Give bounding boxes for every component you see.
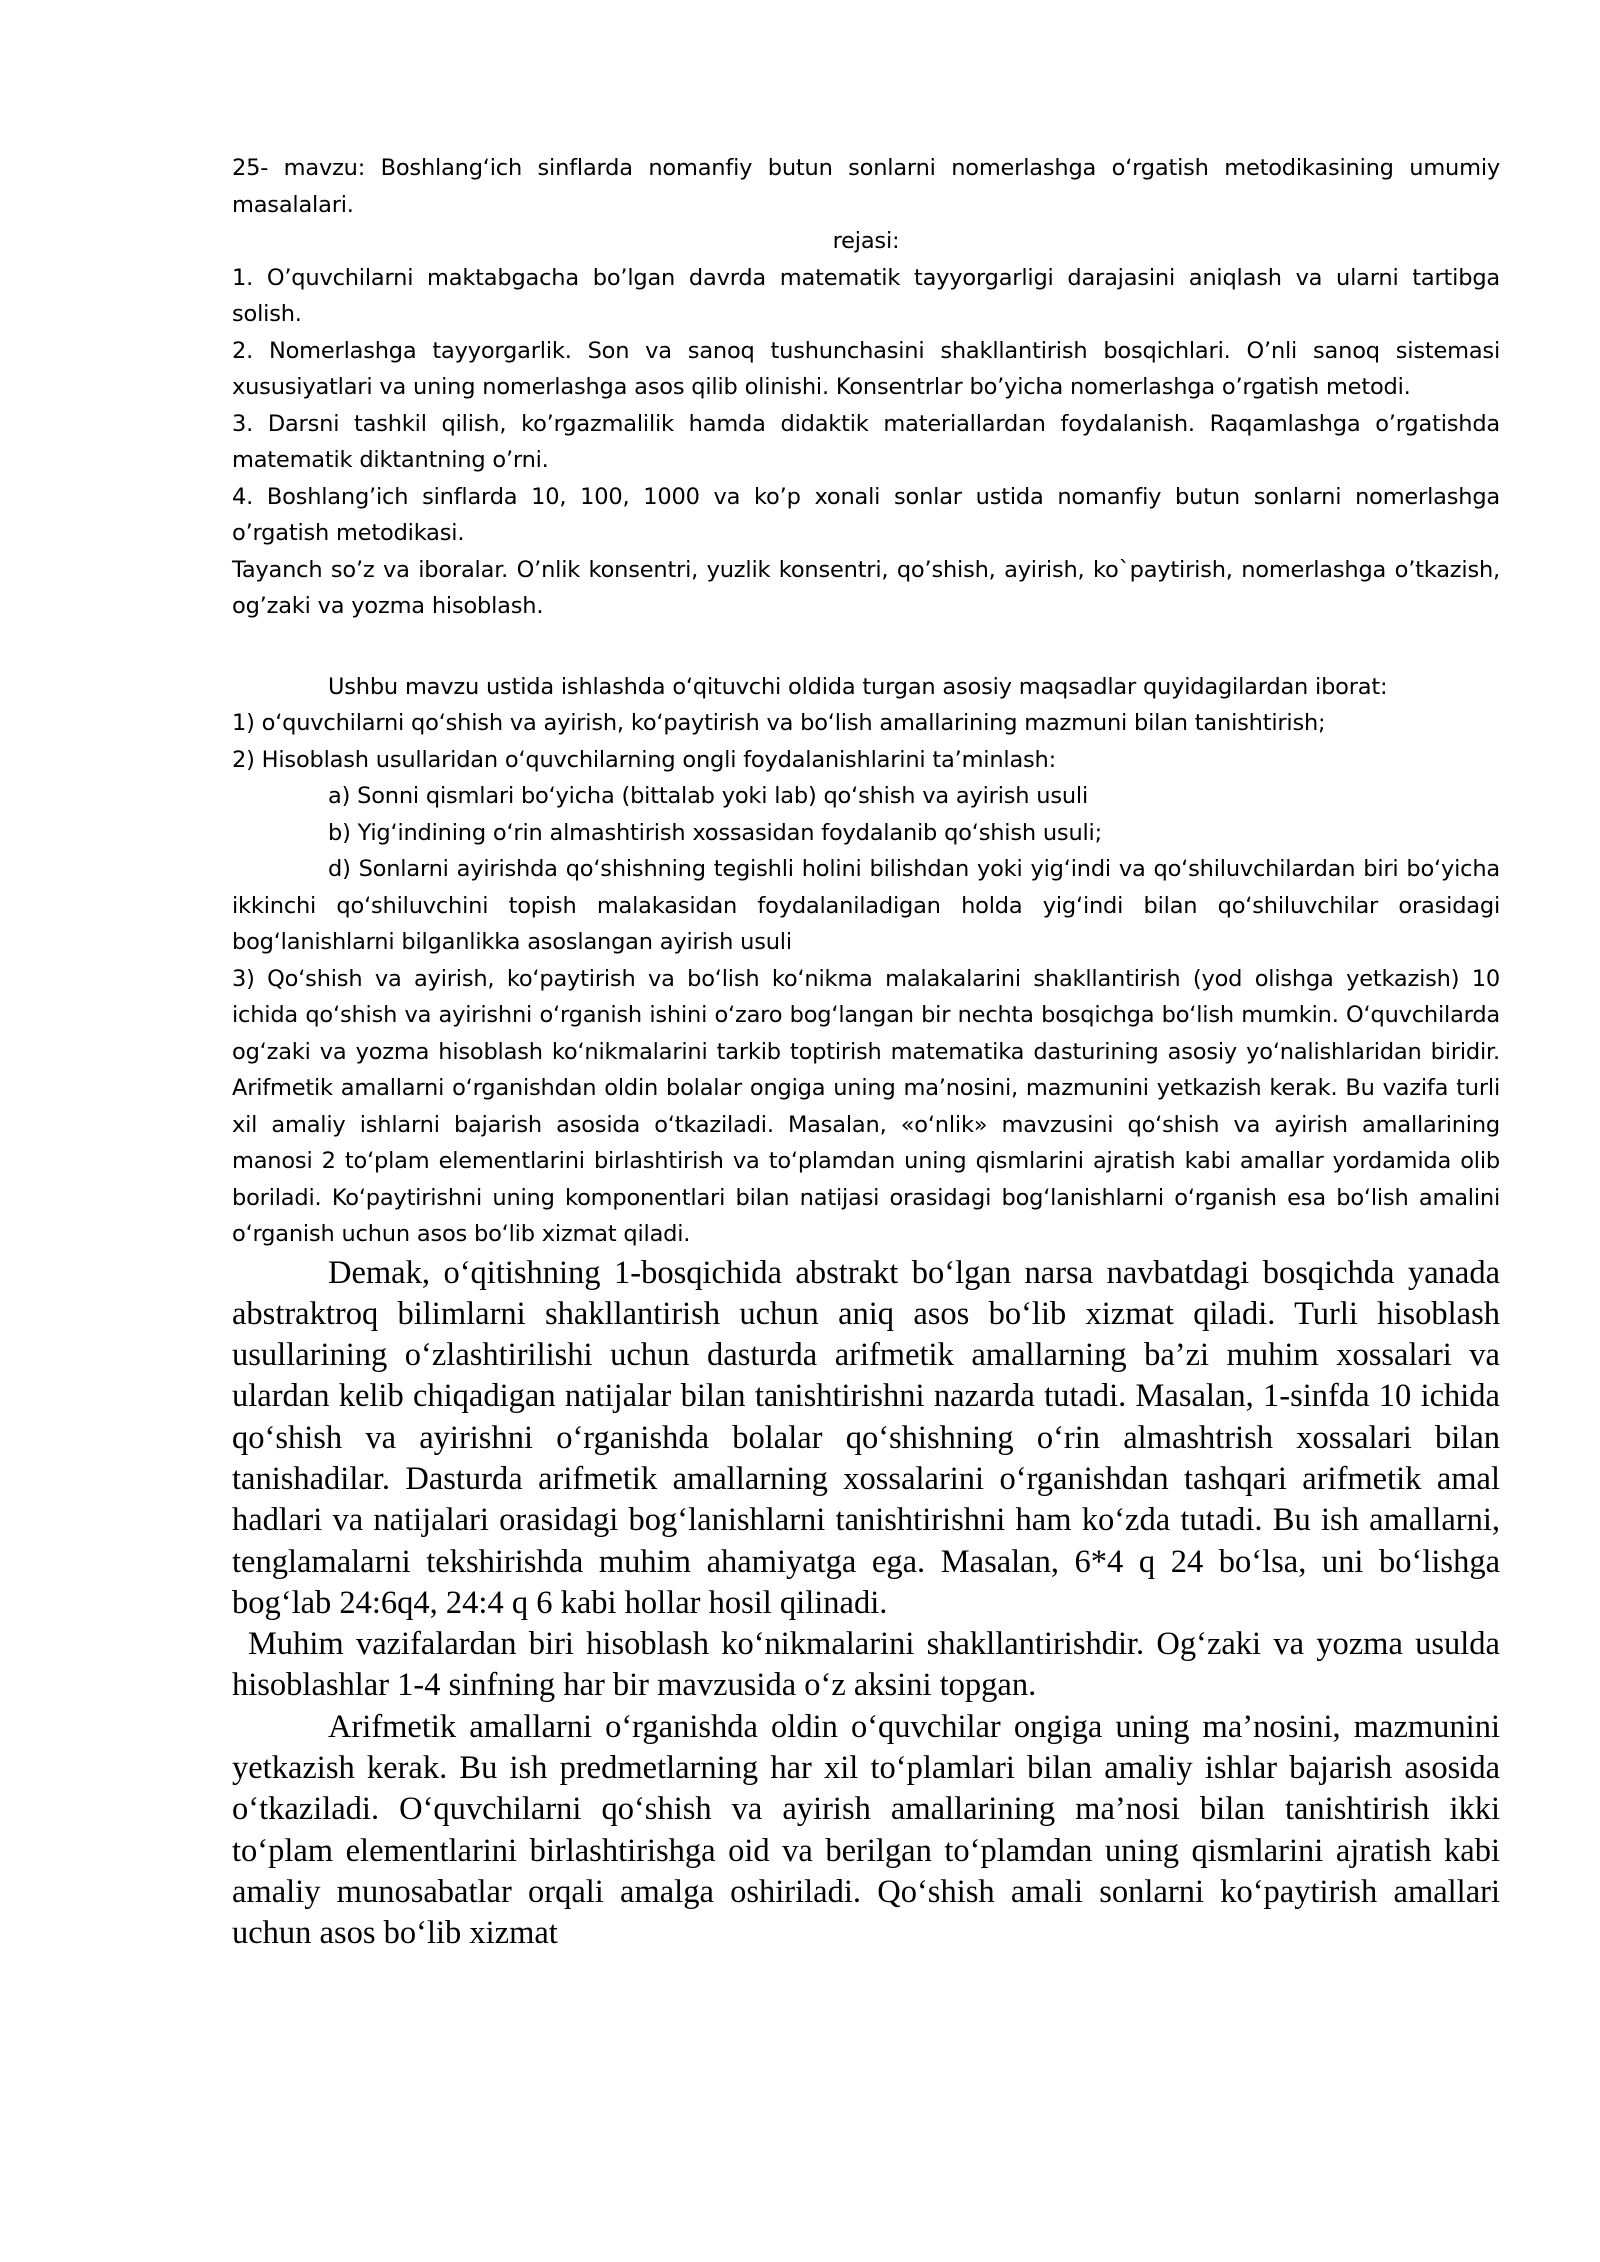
main-text-section [232, 1253, 1500, 1955]
goal-2-d: d) Sonlarni ayirishda qo‘shishning tegishli holini bilishdan yoki yig‘indi va qo‘shiluvchilardan biri bo‘yicha ikkinchi qo‘shiluvchini topish malakasidan foydalaniladigan holda yig‘indi bilan qo‘shiluvchilar orasidagi bog‘lanishlarni bilganlikka asoslangan ayirish usuli [232, 856, 1500, 955]
plan-heading: rejasi: [832, 228, 900, 254]
goal-2-b: b) Yig‘indining o‘rin almashtirish xossasidan foydalanib qo‘shish usuli; [328, 819, 1102, 846]
goal-1: 1) o‘quvchilarni qo‘shish va ayirish, ko‘paytirish va bo‘lish amallarining mazmuni bilan tanishtirish; [232, 710, 1326, 736]
plan-item-4: 4. Boshlang’ich sinflarda 10, 100, 1000 va ko’p xonali sonlar ustida nomanfiy butun sonlarni nomerlashga o’rgatish metodikasi. [232, 483, 1500, 546]
goal-2-a: a) Sonni qismlari bo‘yicha (bittalab yoki lab) qo‘shish va ayirish usuli [328, 783, 1089, 809]
plan-item-2: 2. Nomerlashga tayyorgarlik. Son va sanoq tushunchasini shakllantirish bosqichlari. O’nli sanoq sistemasi xususiyatlari va uning nomerlashga asos qilib olinishi. Konsentrlar bo’yicha nomerlashga o’rgatish metodi. [232, 337, 1500, 400]
goals-intro: Ushbu mavzu ustida ishlashda o‘qituvchi oldida turgan asosiy maqsadlar quyidagilardan iborat: [328, 673, 1388, 700]
goal-2: 2) Hisoblash usullaridan o‘quvchilarning ongli foydalanishlarini ta’minlash: [232, 746, 1057, 773]
goals-section [232, 669, 1500, 1253]
page-content [232, 150, 1500, 1955]
plan-item-1: 1. O’quvchilarni maktabgacha bo’lgan davrda matematik tayyorgarligi darajasini aniqlash va ularni tartibga solish. [232, 264, 1500, 327]
main-paragraph-3: Arifmetik amallarni o‘rganishda oldin o‘quvchilar ongiga uning ma’nosini, mazmunini yetkazish kerak. Bu ish predmetlarning har xil to‘plamlari bilan amaliy ishlar bajarish asosida o‘tkaziladi. O‘quvchilarni qo‘shish va ayirish amallarining ma’nosi bilan tanishtirish ikki to‘plam elementlarini birlashtirishga oid va berilgan to‘plamdan uning qismlarini ajratish kabi amaliy munosabatlar orqali amalga oshiriladi. Qo‘shish amali sonlarni ko‘paytirish amallari uchun asos bo‘lib xizmat [232, 1708, 1500, 1952]
keywords-paragraph: Tayanch so’z va iboralar. O’nlik konsentri, yuzlik konsentri, qo’shish, ayirish, ko`paytirish, nomerlashga o’tkazish, og’zaki va yozma hisoblash. [232, 556, 1500, 619]
goal-3: 3) Qo‘shish va ayirish, ko‘paytirish va bo‘lish ko‘nikma malakalarini shakllantirish (yod olishga yetkazish) 10 ichida qo‘shish va ayirishni o‘rganish ishini o‘zaro bog‘langan bir nechta bosqichga bo‘lish mumkin. O‘quvchilarda og‘zaki va yozma hisoblash ko‘nikmalarini tarkib toptirish matematika dasturining asosiy yo‘nalishlaridan biridir. Arifmetik amallarni o‘rganishdan oldin bolalar ongiga uning ma’nosini, mazmunini yetkazish kerak. Bu vazifa turli xil amaliy ishlarni bajarish asosida o‘tkaziladi. Masalan, «o‘nlik» mavzusini qo‘shish va ayirish amallarining manosi 2 to‘plam elementlarini birlashtirish va to‘plamdan uning qismlarini ajratish kabi amallar yordamida olib boriladi. Ko‘paytirishni uning komponentlari bilan natijasi orasidagi bog‘lanishlarni o‘rganish esa bo‘lish amalini o‘rganish uchun asos bo‘lib xizmat qiladi. [232, 965, 1500, 1247]
plan-item-3: 3. Darsni tashkil qilish, ko’rgazmalilik hamda didaktik materiallardan foydalanish. Raqamlashga o’rgatishda matematik diktantning o’rni. [232, 410, 1500, 473]
header-section [232, 150, 1500, 625]
main-paragraph-1: Demak, o‘qitishning 1-bosqichida abstrakt bo‘lgan narsa navbatdagi bosqichda yanada abstraktroq bilimlarni shakllantirish uchun aniq asos bo‘lib xizmat qiladi. Turli hisoblash usullarining o‘zlashtirilishi uchun dasturda arifmetik amallarning ba’zi muhim xossalari va ulardan kelib chiqadigan natijalar bilan tanishtirishni nazarda tutadi. Masalan, 1-sinfda 10 ichida qo‘shish va ayirishni o‘rganishda bolalar qo‘shishning o‘rin almashtrish xossalari bilan tanishadilar. Dasturda arifmetik amallarning xossalarini o‘rganishdan tashqari arifmetik amal hadlari va natijalari orasidagi bog‘lanishlarni tanishtirishni ham ko‘zda tutadi. Bu ish amallarni, tenglamalarni tekshirishda muhim ahamiyatga ega. Masalan, 6*4 q 24 bo‘lsa, uni bo‘lishga bog‘lab 24:6q4, 24:4 q 6 kabi hollar hosil qilinadi. [232, 1254, 1500, 1621]
topic-title: 25- mavzu: Boshlang‘ich sinflarda nomanfiy butun sonlarni nomerlashga o‘rgatish metodikasining umumiy masalalari. [232, 155, 1500, 218]
section-gap [232, 625, 1500, 669]
main-paragraph-2: Muhim vazifalardan biri hisoblash ko‘nikmalarini shakllantirishdir. Og‘zaki va yozma usulda hisoblashlar 1-4 sinfning har bir mavzusida o‘z aksini topgan. [232, 1626, 1500, 1704]
